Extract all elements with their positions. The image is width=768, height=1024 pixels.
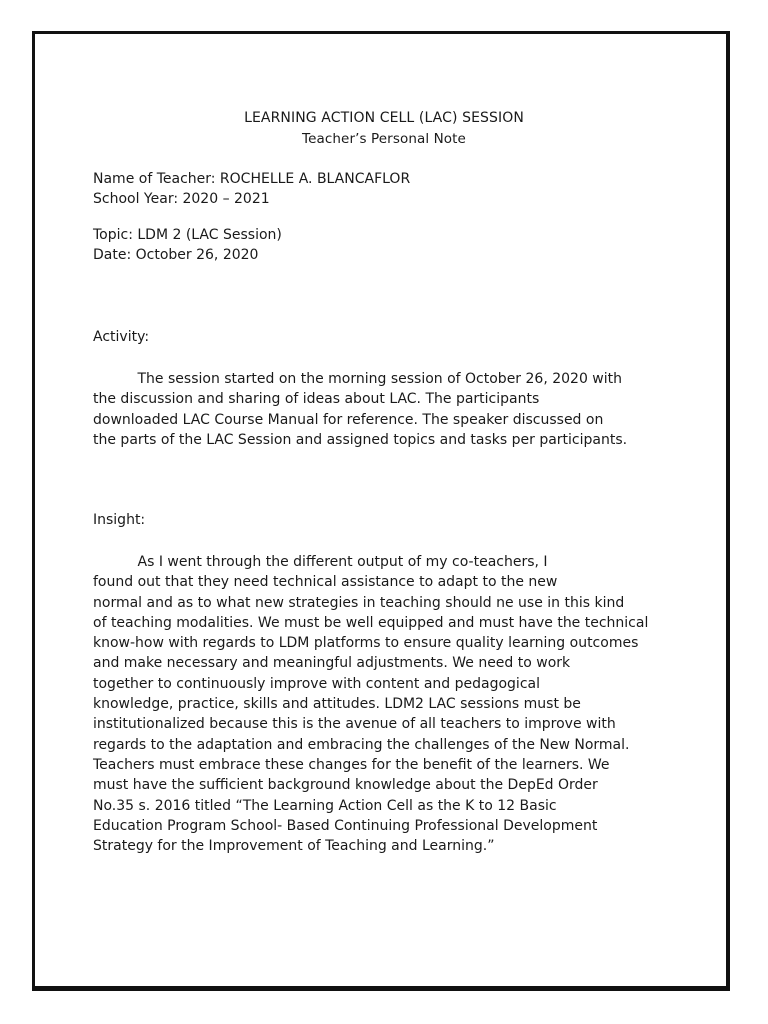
- paragraph-line: Teachers must embrace these changes for the benefit of the learners. We: [93, 756, 610, 773]
- teacher-name-line: Name of Teacher: ROCHELLE A. BLANCAFLOR: [93, 171, 411, 187]
- paragraph-line: found out that they need technical assistance to adapt to the new: [93, 574, 558, 591]
- paragraph-line: institutionalized because this is the avenue of all teachers to improve with: [93, 716, 616, 733]
- topic-line: Topic: LDM 2 (LAC Session): [93, 227, 282, 243]
- insight-paragraph: [93, 552, 678, 856]
- paragraph-line: together to continuously improve with content and pedagogical: [93, 675, 540, 692]
- document-subtitle: Teacher’s Personal Note: [302, 131, 466, 147]
- paragraph-line: Education Program School- Based Continuing Professional Development: [93, 817, 598, 834]
- paragraph-line: knowledge, practice, skills and attitudes. LDM2 LAC sessions must be: [93, 696, 581, 713]
- school-year-line: School Year: 2020 – 2021: [93, 191, 270, 207]
- paragraph-line: know-how with regards to LDM platforms to ensure quality learning outcomes: [93, 635, 639, 652]
- paragraph-line: As I went through the different output of my co-teachers, I: [93, 554, 548, 570]
- paragraph-line: of teaching modalities. We must be well equipped and must have the technical: [93, 614, 649, 631]
- paragraph-line: the discussion and sharing of ideas about LAC. The participants: [93, 391, 540, 408]
- insight-heading: Insight:: [93, 512, 146, 528]
- paragraph-line: No.35 s. 2016 titled “The Learning Action Cell as the K to 12 Basic: [93, 797, 557, 814]
- paragraph-line: The session started on the morning session of October 26, 2020 with: [93, 371, 623, 387]
- document-title: LEARNING ACTION CELL (LAC) SESSION: [244, 110, 524, 126]
- paragraph-line: downloaded LAC Course Manual for reference. The speaker discussed on: [93, 411, 604, 428]
- paragraph-line: and make necessary and meaningful adjustments. We need to work: [93, 655, 571, 672]
- paragraph-line: Strategy for the Improvement of Teaching and Learning.”: [93, 838, 495, 855]
- paragraph-line: the parts of the LAC Session and assigned topics and tasks per participants.: [93, 431, 628, 448]
- paragraph-line: normal and as to what new strategies in teaching should ne use in this kind: [93, 594, 625, 611]
- paragraph-line: regards to the adaptation and embracing the challenges of the New Normal.: [93, 736, 630, 753]
- date-line: Date: October 26, 2020: [93, 247, 259, 263]
- activity-heading: Activity:: [93, 329, 150, 345]
- paragraph-line: must have the sufficient background knowledge about the DepEd Order: [93, 777, 598, 794]
- activity-paragraph: [93, 369, 678, 450]
